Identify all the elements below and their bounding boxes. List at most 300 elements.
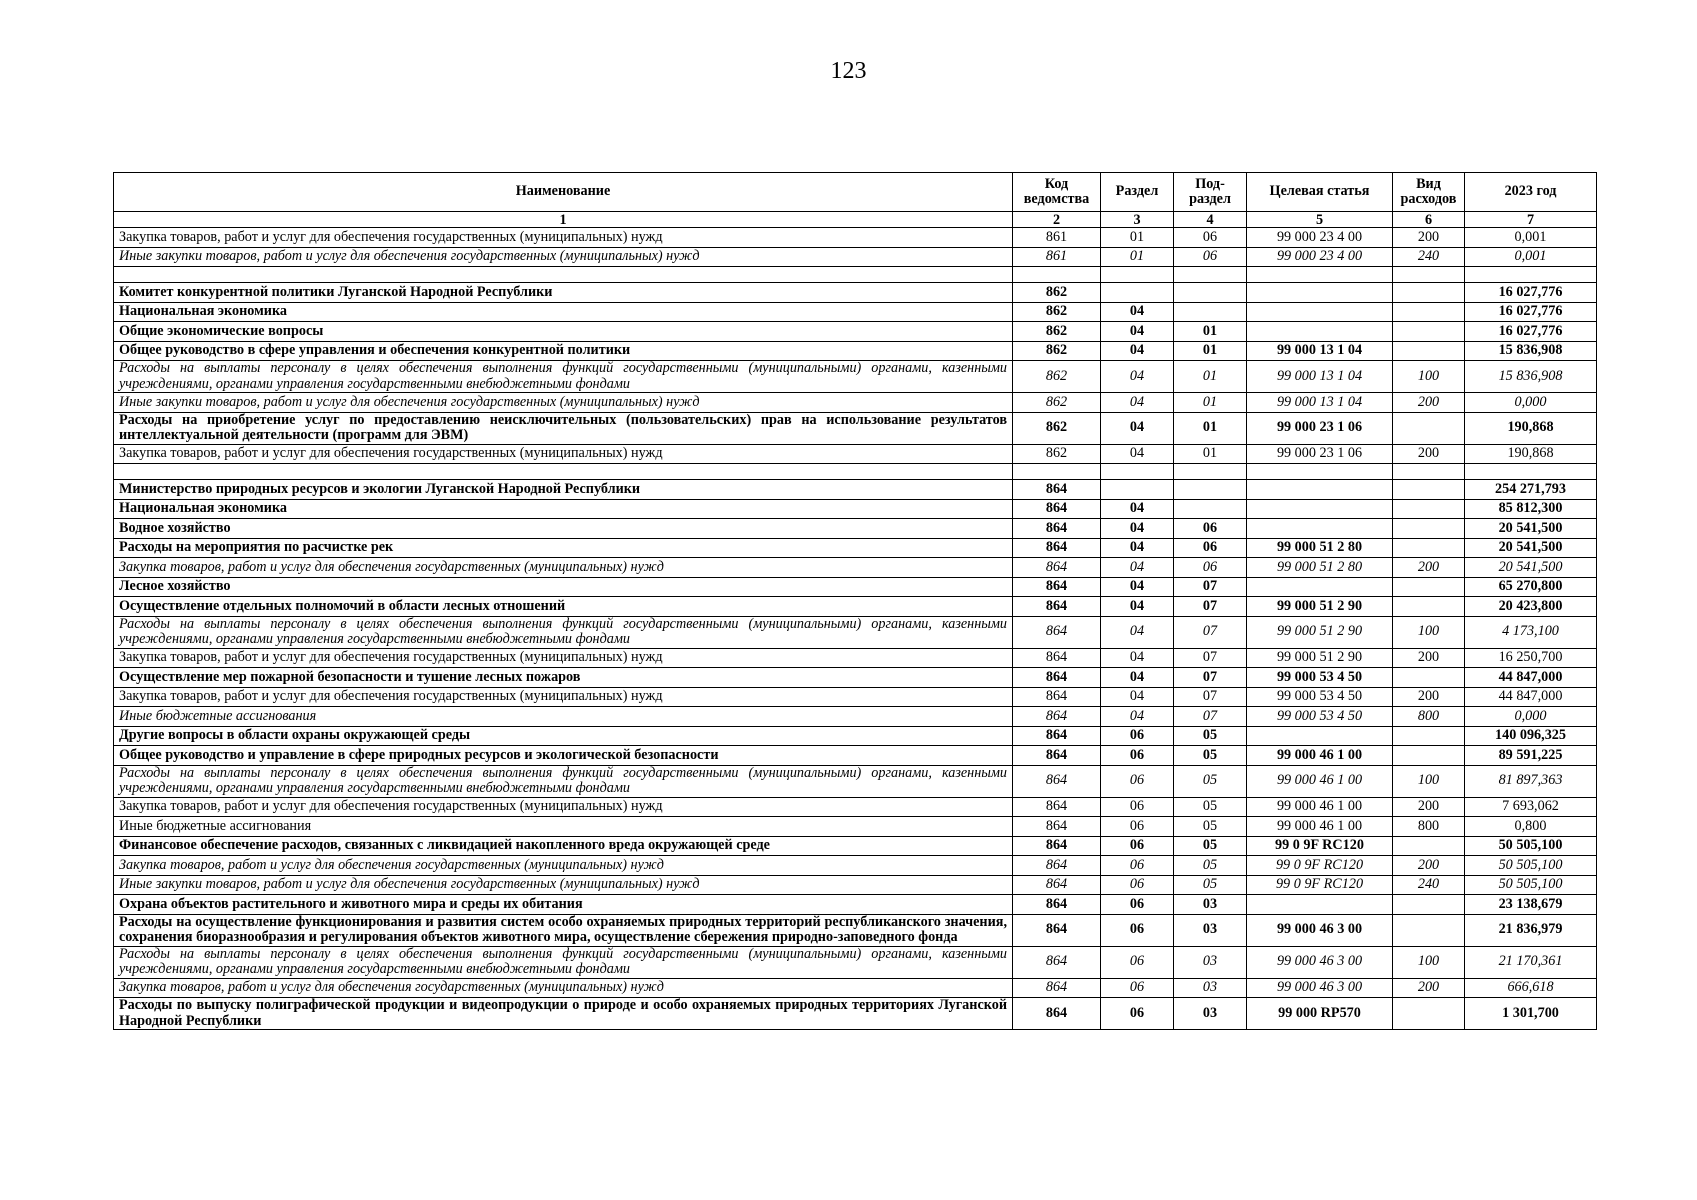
table-row	[114, 283, 1597, 303]
row-section: 04	[1101, 444, 1174, 464]
row-department-code: 864	[1013, 856, 1101, 876]
row-subsection: 06	[1174, 558, 1247, 578]
row-name: Расходы на осуществление функционирования и развития систем особо охраняемых природных территорий республиканского значения, сохранения биоразнообразия и регулирования объектов животного мира, осуществление сбережения природно-заповедного фонда	[114, 914, 1013, 946]
table-row	[114, 538, 1597, 558]
row-subsection: 01	[1174, 322, 1247, 342]
row-department-code: 862	[1013, 283, 1101, 303]
row-department-code: 864	[1013, 746, 1101, 766]
table-row	[114, 322, 1597, 342]
row-expense-type: 200	[1393, 978, 1465, 998]
row-name: Закупка товаров, работ и услуг для обеспечения государственных (муниципальных) нужд	[114, 444, 1013, 464]
table-row	[114, 444, 1597, 464]
table-row	[114, 797, 1597, 817]
row-department-code: 864	[1013, 836, 1101, 856]
row-expense-type	[1393, 836, 1465, 856]
row-expense-type	[1393, 519, 1465, 539]
row-department-code: 864	[1013, 875, 1101, 895]
row-section: 06	[1101, 875, 1174, 895]
row-amount	[1465, 267, 1597, 283]
row-section: 04	[1101, 668, 1174, 688]
row-amount: 44 847,000	[1465, 687, 1597, 707]
row-target-article: 99 000 51 2 90	[1247, 616, 1393, 648]
row-name: Закупка товаров, работ и услуг для обеспечения государственных (муниципальных) нужд	[114, 228, 1013, 248]
row-amount: 190,868	[1465, 412, 1597, 444]
row-target-article	[1247, 895, 1393, 915]
row-amount: 50 505,100	[1465, 856, 1597, 876]
row-expense-type: 800	[1393, 817, 1465, 837]
row-department-code: 864	[1013, 895, 1101, 915]
row-name: Осуществление мер пожарной безопасности и тушение лесных пожаров	[114, 668, 1013, 688]
row-expense-type: 240	[1393, 875, 1465, 895]
header-number: 3	[1101, 212, 1174, 228]
row-amount: 21 836,979	[1465, 914, 1597, 946]
row-expense-type	[1393, 412, 1465, 444]
row-target-article: 99 000 46 1 00	[1247, 746, 1393, 766]
row-name: Закупка товаров, работ и услуг для обеспечения государственных (муниципальных) нужд	[114, 558, 1013, 578]
row-expense-type	[1393, 302, 1465, 322]
row-amount: 21 170,361	[1465, 946, 1597, 978]
row-target-article	[1247, 519, 1393, 539]
row-section	[1101, 480, 1174, 500]
row-name: Водное хозяйство	[114, 519, 1013, 539]
row-subsection: 07	[1174, 648, 1247, 668]
table-row	[114, 836, 1597, 856]
row-target-article	[1247, 726, 1393, 746]
row-subsection: 07	[1174, 597, 1247, 617]
header-target-article: Целевая статья	[1247, 173, 1393, 212]
row-department-code: 864	[1013, 726, 1101, 746]
row-section: 04	[1101, 577, 1174, 597]
row-name: Расходы по выпуску полиграфической продукции и видеопродукции о природе и особо охраняемых природных территориях Луганской Народной Республики	[114, 998, 1013, 1030]
table-row	[114, 577, 1597, 597]
row-name: Другие вопросы в области охраны окружающей среды	[114, 726, 1013, 746]
row-subsection: 06	[1174, 538, 1247, 558]
header-department-code: Код ведомства	[1013, 173, 1101, 212]
row-subsection	[1174, 499, 1247, 519]
row-amount: 0,001	[1465, 247, 1597, 267]
row-department-code: 864	[1013, 597, 1101, 617]
row-amount: 81 897,363	[1465, 765, 1597, 797]
row-section	[1101, 267, 1174, 283]
row-name: Расходы на выплаты персоналу в целях обеспечения выполнения функций государственными (муниципальными) органами, казенными учреждениями, органами управления государственными внебюджетными фондами	[114, 616, 1013, 648]
row-section: 06	[1101, 998, 1174, 1030]
row-target-article: 99 000 13 1 04	[1247, 361, 1393, 393]
header-number: 2	[1013, 212, 1101, 228]
row-expense-type: 240	[1393, 247, 1465, 267]
row-name: Расходы на выплаты персоналу в целях обеспечения выполнения функций государственными (муниципальными) органами, казенными учреждениями, органами управления государственными внебюджетными фондами	[114, 361, 1013, 393]
row-subsection: 06	[1174, 247, 1247, 267]
header-subsection: Под-раздел	[1174, 173, 1247, 212]
row-department-code	[1013, 464, 1101, 480]
row-subsection: 07	[1174, 616, 1247, 648]
row-subsection: 03	[1174, 978, 1247, 998]
row-target-article: 99 000 13 1 04	[1247, 341, 1393, 361]
row-department-code: 864	[1013, 648, 1101, 668]
row-subsection: 01	[1174, 361, 1247, 393]
table-row	[114, 393, 1597, 413]
row-subsection	[1174, 480, 1247, 500]
row-amount: 190,868	[1465, 444, 1597, 464]
row-expense-type: 100	[1393, 946, 1465, 978]
row-subsection: 07	[1174, 577, 1247, 597]
budget-table	[113, 172, 1597, 1030]
row-section: 04	[1101, 499, 1174, 519]
row-section: 04	[1101, 341, 1174, 361]
row-department-code: 864	[1013, 998, 1101, 1030]
row-department-code: 862	[1013, 322, 1101, 342]
row-amount	[1465, 464, 1597, 480]
row-department-code: 862	[1013, 302, 1101, 322]
row-subsection: 01	[1174, 412, 1247, 444]
row-amount: 20 423,800	[1465, 597, 1597, 617]
table-row	[114, 978, 1597, 998]
row-target-article	[1247, 577, 1393, 597]
row-section: 04	[1101, 597, 1174, 617]
row-target-article: 99 000 51 2 80	[1247, 538, 1393, 558]
row-section: 06	[1101, 836, 1174, 856]
row-name	[114, 464, 1013, 480]
row-section: 06	[1101, 856, 1174, 876]
row-expense-type: 800	[1393, 707, 1465, 727]
row-amount: 16 027,776	[1465, 283, 1597, 303]
row-expense-type	[1393, 746, 1465, 766]
row-section: 04	[1101, 616, 1174, 648]
row-section: 04	[1101, 519, 1174, 539]
table-row	[114, 707, 1597, 727]
row-name: Закупка товаров, работ и услуг для обеспечения государственных (муниципальных) нужд	[114, 856, 1013, 876]
row-section: 06	[1101, 817, 1174, 837]
row-target-article: 99 000 23 1 06	[1247, 412, 1393, 444]
row-target-article: 99 000 51 2 90	[1247, 597, 1393, 617]
row-amount: 65 270,800	[1465, 577, 1597, 597]
row-name: Иные бюджетные ассигнования	[114, 817, 1013, 837]
row-department-code: 864	[1013, 519, 1101, 539]
row-target-article: 99 0 9F RC120	[1247, 836, 1393, 856]
row-department-code: 864	[1013, 978, 1101, 998]
row-target-article: 99 0 9F RC120	[1247, 875, 1393, 895]
row-section	[1101, 283, 1174, 303]
row-name: Общие экономические вопросы	[114, 322, 1013, 342]
row-section: 04	[1101, 648, 1174, 668]
row-target-article: 99 000 46 3 00	[1247, 914, 1393, 946]
row-subsection: 07	[1174, 668, 1247, 688]
row-section: 06	[1101, 895, 1174, 915]
row-department-code: 864	[1013, 765, 1101, 797]
row-section: 06	[1101, 914, 1174, 946]
table-row	[114, 817, 1597, 837]
spacer-row	[114, 464, 1597, 480]
table-body	[114, 228, 1597, 1030]
row-amount: 16 250,700	[1465, 648, 1597, 668]
row-department-code: 864	[1013, 914, 1101, 946]
table-row	[114, 302, 1597, 322]
table-row	[114, 746, 1597, 766]
row-subsection: 05	[1174, 746, 1247, 766]
row-target-article: 99 000 46 1 00	[1247, 797, 1393, 817]
row-expense-type	[1393, 895, 1465, 915]
row-amount: 20 541,500	[1465, 558, 1597, 578]
row-target-article	[1247, 480, 1393, 500]
row-name: Расходы на выплаты персоналу в целях обеспечения выполнения функций государственными (муниципальными) органами, казенными учреждениями, органами управления государственными внебюджетными фондами	[114, 946, 1013, 978]
header-expense-type: Вид расходов	[1393, 173, 1465, 212]
row-subsection: 05	[1174, 875, 1247, 895]
row-expense-type	[1393, 726, 1465, 746]
row-section: 04	[1101, 538, 1174, 558]
row-section: 04	[1101, 322, 1174, 342]
header-row	[114, 173, 1597, 212]
row-department-code: 864	[1013, 616, 1101, 648]
header-number-row	[114, 212, 1597, 228]
row-name: Общее руководство в сфере управления и обеспечения конкурентной политики	[114, 341, 1013, 361]
row-target-article	[1247, 464, 1393, 480]
row-subsection: 06	[1174, 519, 1247, 539]
row-target-article: 99 0 9F RC120	[1247, 856, 1393, 876]
row-department-code: 862	[1013, 412, 1101, 444]
row-name: Иные закупки товаров, работ и услуг для обеспечения государственных (муниципальных) нужд	[114, 247, 1013, 267]
row-name: Закупка товаров, работ и услуг для обеспечения государственных (муниципальных) нужд	[114, 687, 1013, 707]
row-target-article	[1247, 499, 1393, 519]
row-expense-type	[1393, 322, 1465, 342]
row-subsection: 07	[1174, 687, 1247, 707]
row-subsection: 01	[1174, 341, 1247, 361]
table-row	[114, 558, 1597, 578]
row-subsection: 03	[1174, 998, 1247, 1030]
row-target-article	[1247, 267, 1393, 283]
row-expense-type	[1393, 464, 1465, 480]
row-expense-type: 200	[1393, 648, 1465, 668]
row-amount: 20 541,500	[1465, 519, 1597, 539]
row-expense-type: 200	[1393, 558, 1465, 578]
header-number: 5	[1247, 212, 1393, 228]
row-department-code: 864	[1013, 797, 1101, 817]
row-section: 06	[1101, 765, 1174, 797]
row-amount: 7 693,062	[1465, 797, 1597, 817]
row-amount: 44 847,000	[1465, 668, 1597, 688]
row-name: Министерство природных ресурсов и экологии Луганской Народной Республики	[114, 480, 1013, 500]
row-expense-type	[1393, 538, 1465, 558]
table-row	[114, 765, 1597, 797]
table-row	[114, 998, 1597, 1030]
table-row	[114, 875, 1597, 895]
row-amount: 0,800	[1465, 817, 1597, 837]
row-expense-type	[1393, 499, 1465, 519]
header-section: Раздел	[1101, 173, 1174, 212]
row-expense-type	[1393, 267, 1465, 283]
row-expense-type: 100	[1393, 765, 1465, 797]
row-target-article: 99 000 53 4 50	[1247, 668, 1393, 688]
row-department-code: 864	[1013, 558, 1101, 578]
row-subsection: 05	[1174, 856, 1247, 876]
row-expense-type	[1393, 480, 1465, 500]
row-subsection	[1174, 283, 1247, 303]
row-expense-type	[1393, 577, 1465, 597]
row-name: Закупка товаров, работ и услуг для обеспечения государственных (муниципальных) нужд	[114, 648, 1013, 668]
row-section	[1101, 464, 1174, 480]
table-row	[114, 895, 1597, 915]
table-row	[114, 914, 1597, 946]
row-expense-type	[1393, 283, 1465, 303]
row-amount: 20 541,500	[1465, 538, 1597, 558]
header-number: 1	[114, 212, 1013, 228]
row-section: 04	[1101, 707, 1174, 727]
row-department-code: 864	[1013, 480, 1101, 500]
table-row	[114, 616, 1597, 648]
table-row	[114, 856, 1597, 876]
table-row	[114, 946, 1597, 978]
row-amount: 89 591,225	[1465, 746, 1597, 766]
row-expense-type: 200	[1393, 856, 1465, 876]
row-name: Расходы на выплаты персоналу в целях обеспечения выполнения функций государственными (муниципальными) органами, казенными учреждениями, органами управления государственными внебюджетными фондами	[114, 765, 1013, 797]
table-row	[114, 648, 1597, 668]
row-expense-type	[1393, 341, 1465, 361]
row-section: 06	[1101, 978, 1174, 998]
row-section: 04	[1101, 687, 1174, 707]
row-section: 06	[1101, 797, 1174, 817]
row-expense-type: 200	[1393, 687, 1465, 707]
row-section: 04	[1101, 412, 1174, 444]
row-target-article: 99 000 46 1 00	[1247, 765, 1393, 797]
row-amount: 254 271,793	[1465, 480, 1597, 500]
row-section: 01	[1101, 228, 1174, 248]
row-name: Иные закупки товаров, работ и услуг для обеспечения государственных (муниципальных) нужд	[114, 393, 1013, 413]
row-amount: 23 138,679	[1465, 895, 1597, 915]
row-subsection: 01	[1174, 393, 1247, 413]
row-target-article	[1247, 302, 1393, 322]
table-row	[114, 519, 1597, 539]
row-target-article: 99 000 46 1 00	[1247, 817, 1393, 837]
row-name: Закупка товаров, работ и услуг для обеспечения государственных (муниципальных) нужд	[114, 797, 1013, 817]
row-target-article: 99 000 46 3 00	[1247, 978, 1393, 998]
table-row	[114, 499, 1597, 519]
row-department-code: 862	[1013, 393, 1101, 413]
row-amount: 4 173,100	[1465, 616, 1597, 648]
row-subsection: 05	[1174, 836, 1247, 856]
row-name: Расходы на мероприятия по расчистке рек	[114, 538, 1013, 558]
row-subsection: 03	[1174, 895, 1247, 915]
row-section: 06	[1101, 726, 1174, 746]
row-amount: 666,618	[1465, 978, 1597, 998]
table-row	[114, 412, 1597, 444]
row-target-article: 99 000 51 2 90	[1247, 648, 1393, 668]
row-target-article	[1247, 322, 1393, 342]
row-department-code: 864	[1013, 707, 1101, 727]
row-target-article: 99 000 53 4 50	[1247, 707, 1393, 727]
row-subsection	[1174, 267, 1247, 283]
header-number: 7	[1465, 212, 1597, 228]
row-subsection: 05	[1174, 797, 1247, 817]
table-row	[114, 597, 1597, 617]
row-amount: 16 027,776	[1465, 302, 1597, 322]
row-name: Осуществление отдельных полномочий в области лесных отношений	[114, 597, 1013, 617]
row-expense-type: 200	[1393, 228, 1465, 248]
row-department-code: 864	[1013, 668, 1101, 688]
row-expense-type: 200	[1393, 393, 1465, 413]
row-section: 01	[1101, 247, 1174, 267]
row-target-article: 99 000 RP570	[1247, 998, 1393, 1030]
header-number: 4	[1174, 212, 1247, 228]
row-target-article	[1247, 283, 1393, 303]
row-name	[114, 267, 1013, 283]
row-subsection: 03	[1174, 946, 1247, 978]
row-subsection: 05	[1174, 726, 1247, 746]
row-department-code	[1013, 267, 1101, 283]
row-section: 04	[1101, 302, 1174, 322]
row-name: Национальная экономика	[114, 302, 1013, 322]
row-name: Закупка товаров, работ и услуг для обеспечения государственных (муниципальных) нужд	[114, 978, 1013, 998]
row-department-code: 864	[1013, 538, 1101, 558]
row-name: Комитет конкурентной политики Луганской Народной Республики	[114, 283, 1013, 303]
row-department-code: 861	[1013, 247, 1101, 267]
row-amount: 0,001	[1465, 228, 1597, 248]
row-subsection: 07	[1174, 707, 1247, 727]
row-department-code: 864	[1013, 946, 1101, 978]
row-department-code: 864	[1013, 687, 1101, 707]
row-section: 04	[1101, 393, 1174, 413]
table-row	[114, 228, 1597, 248]
row-department-code: 864	[1013, 499, 1101, 519]
row-expense-type: 100	[1393, 361, 1465, 393]
row-name: Иные бюджетные ассигнования	[114, 707, 1013, 727]
row-expense-type	[1393, 597, 1465, 617]
table-row	[114, 480, 1597, 500]
table-row	[114, 668, 1597, 688]
row-expense-type: 200	[1393, 797, 1465, 817]
row-subsection: 03	[1174, 914, 1247, 946]
header-name: Наименование	[114, 173, 1013, 212]
row-amount: 85 812,300	[1465, 499, 1597, 519]
row-department-code: 862	[1013, 361, 1101, 393]
header-year-2023: 2023 год	[1465, 173, 1597, 212]
row-expense-type: 100	[1393, 616, 1465, 648]
row-expense-type: 200	[1393, 444, 1465, 464]
row-amount: 0,000	[1465, 707, 1597, 727]
row-name: Общее руководство и управление в сфере природных ресурсов и экологической безопасности	[114, 746, 1013, 766]
row-target-article: 99 000 23 4 00	[1247, 247, 1393, 267]
row-target-article: 99 000 51 2 80	[1247, 558, 1393, 578]
row-amount: 15 836,908	[1465, 361, 1597, 393]
row-subsection	[1174, 302, 1247, 322]
table-row	[114, 247, 1597, 267]
row-name: Финансовое обеспечение расходов, связанных с ликвидацией накопленного вреда окружающей среде	[114, 836, 1013, 856]
row-target-article: 99 000 46 3 00	[1247, 946, 1393, 978]
row-name: Национальная экономика	[114, 499, 1013, 519]
table-row	[114, 361, 1597, 393]
row-department-code: 862	[1013, 444, 1101, 464]
row-subsection: 05	[1174, 765, 1247, 797]
row-amount: 16 027,776	[1465, 322, 1597, 342]
row-amount: 50 505,100	[1465, 875, 1597, 895]
row-target-article: 99 000 23 4 00	[1247, 228, 1393, 248]
page-number: 123	[830, 58, 867, 84]
table-row	[114, 726, 1597, 746]
row-subsection	[1174, 464, 1247, 480]
row-section: 06	[1101, 746, 1174, 766]
row-department-code: 862	[1013, 341, 1101, 361]
row-target-article: 99 000 13 1 04	[1247, 393, 1393, 413]
row-section: 04	[1101, 558, 1174, 578]
row-subsection: 06	[1174, 228, 1247, 248]
row-expense-type	[1393, 914, 1465, 946]
row-name: Охрана объектов растительного и животного мира и среды их обитания	[114, 895, 1013, 915]
row-department-code: 861	[1013, 228, 1101, 248]
row-target-article: 99 000 53 4 50	[1247, 687, 1393, 707]
table-row	[114, 341, 1597, 361]
row-expense-type	[1393, 668, 1465, 688]
header-number: 6	[1393, 212, 1465, 228]
row-name: Иные закупки товаров, работ и услуг для обеспечения государственных (муниципальных) нужд	[114, 875, 1013, 895]
row-amount: 0,000	[1465, 393, 1597, 413]
row-department-code: 864	[1013, 577, 1101, 597]
